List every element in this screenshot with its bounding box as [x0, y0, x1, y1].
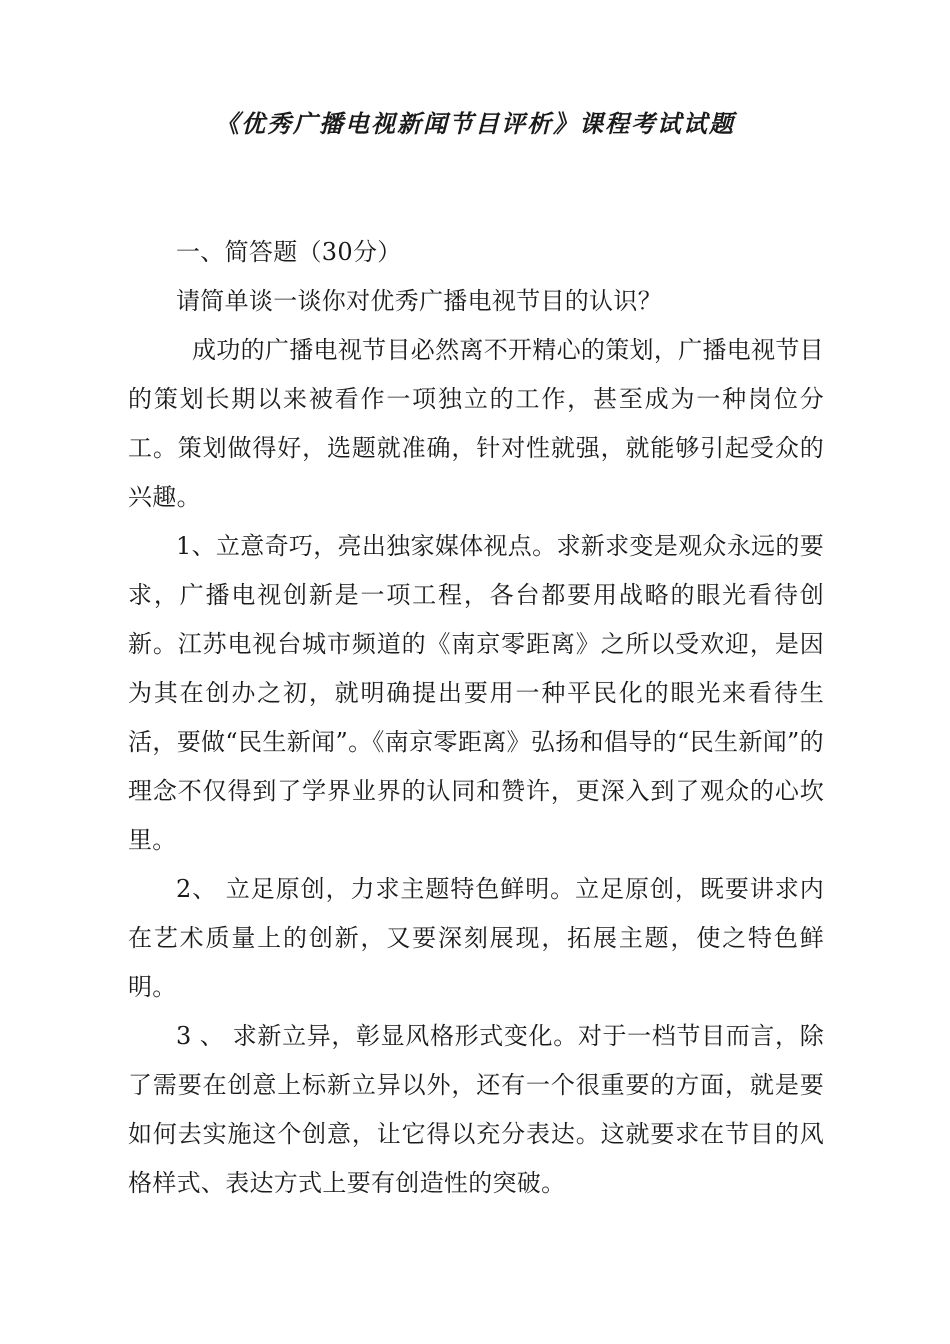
section-heading: 一、简答题（30分） — [176, 238, 402, 266]
answer-paragraph-point-2: 2、 立足原创，力求主题特色鲜明。立足原创，既要讲求内在艺术质量上的创新，又要深刻展现，拓展主题，使之特色鲜明。 — [128, 875, 824, 1001]
answer-paragraph-intro: 成功的广播电视节目必然离不开精心的策划，广播电视节目的策划长期以来被看作一项独立的工作，甚至成为一种岗位分工。策划做得好，选题就准确，针对性就强，就能够引起受众的兴趣。 — [128, 336, 824, 511]
question-text: 请简单谈一谈你对优秀广播电视节目的认识？ — [176, 287, 662, 315]
document-body — [128, 228, 824, 1208]
answer-paragraph-point-3: 3 、 求新立异，彰显风格形式变化。对于一档节目而言，除了需要在创意上标新立异以外，还有一个很重要的方面，就是要如何去实施这个创意，让它得以充分表达。这就要求在节目的风格样式、表达方式上要有创造性的突破。 — [128, 1022, 824, 1197]
document-title: 《优秀广播电视新闻节目评析》课程考试试题 — [215, 109, 735, 138]
answer-paragraph-point-1: 1、立意奇巧，亮出独家媒体视点。求新求变是观众永远的要求，广播电视创新是一项工程，各台都要用战略的眼光看待创新。江苏电视台城市频道的《南京零距离》之所以受欢迎，是因为其在创办之初，就明确提出要用一种平民化的眼光来看待生活，要做“民生新闻”。《南京零距离》弘扬和倡导的“民生新闻”的理念不仅得到了学界业界的认同和赞许，更深入到了观众的心坎里。 — [128, 532, 824, 854]
